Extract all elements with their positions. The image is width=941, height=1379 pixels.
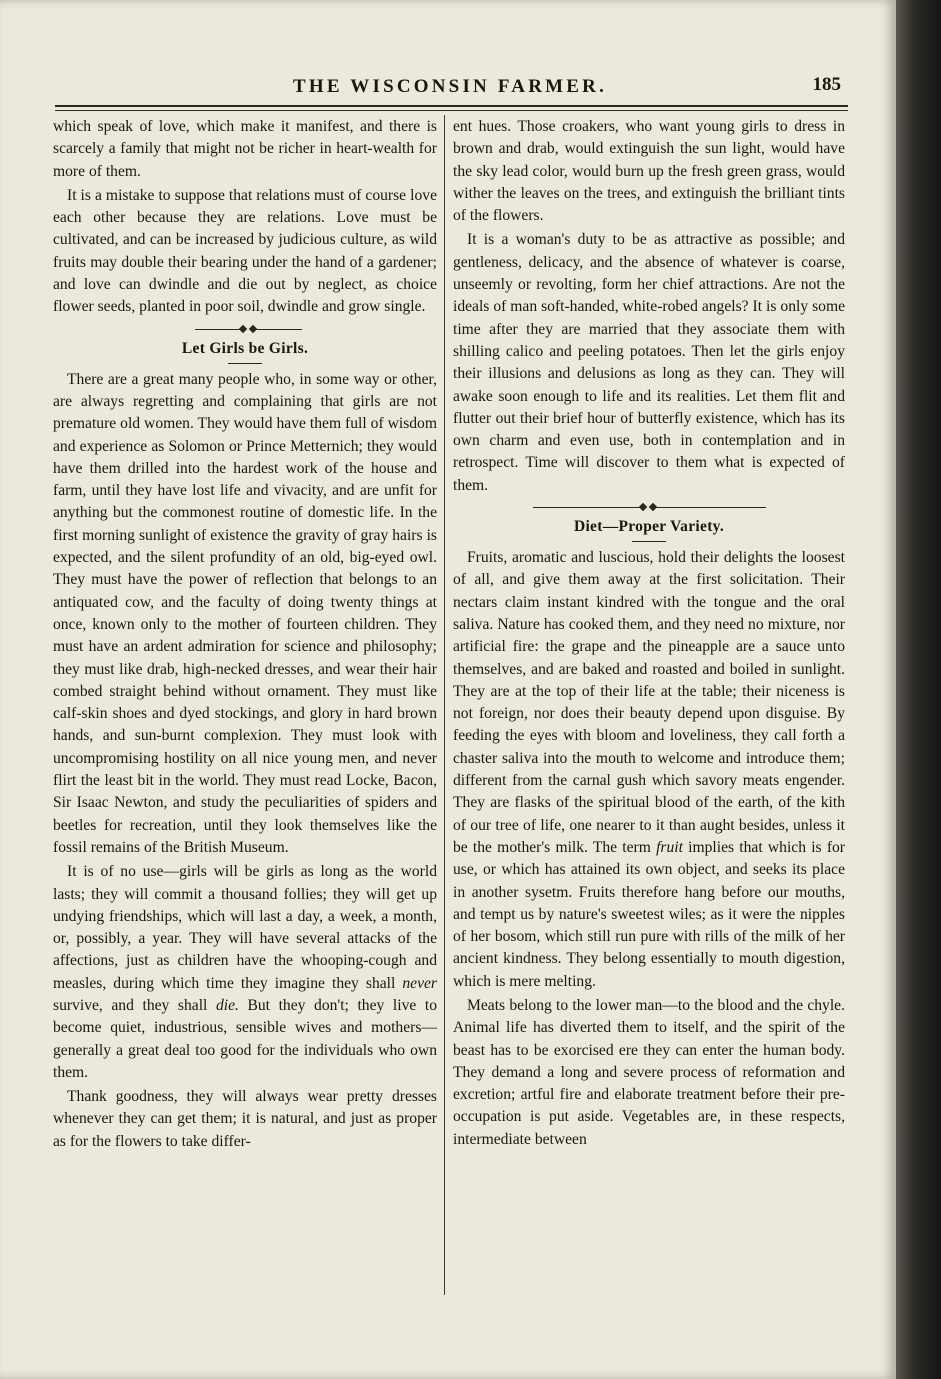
paragraph: There are a great many people who, in some way or other, are always regretting and complaining that girls are not premature old women. They would have them full of wisdom and experience as Solomon or Prince Metternich; they would have them drilled into the hardest work of the house and farm, until they have lost life and vivacity, and are unfit for anything but the commonest routine of domestic life. In the first morning sunlight of existence the gravity of gray hairs is expected, and the silent profundity of an old, big-eyed owl. They must have the power of reflection that belongs to an antiquated cow, and the faculty of doing twenty things at once, known only to the mother of fourteen children. They must have an ardent admiration for science and philosophy; they must like drab, high-necked dresses, and wear their hair combed straight behind without ornament. They must like calf-skin shoes and dyed stockings, and glory in hard brown hands, and sun-burnt complexion. They must look with uncompromising hostility on all nice young men, and never flirt the least bit in the world. They must read Locke, Bacon, Sir Isaac Newton, and study the peculiarities of spiders and beetles for recreation, until they look themselves like the fossil remains of the British Museum. [53,370,437,856]
title-rule [453,539,845,547]
paragraph: Meats belong to the lower man—to the blood and the chyle. Animal life has diverted them to itself, and the spirit of the beast has to be exorcised ere they can enter the human body. They demand a long and severe process of reformation and excretion; artful fire and elaborate treatment before their pre-occupation is put aside. Vegetables are, in these respects, intermediate between [453,996,845,1148]
paragraph: Thank goodness, they will always wear pretty dresses whenever they can get them; it is natural, and just as proper as for the flowers to take differ- [53,1088,437,1150]
paragraph: ent hues. Those croakers, who want young girls to dress in brown and drab, would extinguish the sun light, would have the sky lead color, would burn up the fresh green grass, would wither the leaves on the trees, and extinguish the brilliant tints of the flowers. [453,118,845,225]
section-title: Diet—Proper Variety. [573,518,725,536]
page-number: 185 [812,74,841,95]
section-separator [53,321,437,337]
page-header [55,74,845,104]
header-rule-thin [55,110,848,111]
paragraph: It is a mistake to suppose that relations must of course love each other because they are relations. Love must be cultivated, and can be increased by judicious culture, as wild fruits may double their bearing under the hand of a gardener; and love can dwindle and die out by neglect, as choice flower seeds, planted in poor soil, dwindle and grow single. [53,186,437,316]
paragraph: It is a woman's duty to be as attractive as possible; and gentleness, delicacy, and the absence of whatever is coarse, unseemly or revolting, form her chief attractions. Are not the ideals of man soft-handed, white-robed angels? It is only some time after they are married that they associate them with shilling calico and peeling potatoes. Then let the girls enjoy their illusions and delusions as long as they can. They will awake soon enough to life and its realities. Let them flit and flutter out their brief hour of butterfly existence, which has its own charm and even use, both in contemplation and in retrospect. Time will discover to them what is expected of them. [453,231,845,494]
book-edge [896,0,941,1379]
left-column [53,116,437,1155]
section-title: Let Girls be Girls. [181,339,309,357]
paragraph: It is of no use—girls will be girls as long as the world lasts; they will commit a thousand follies; they will get up undying friendships, which will last a day, a week, a month, or, possibly, a year. They will have several attacks of the affections, just as children have the whooping-cough and measles, during which time they imagine they shall never survive, and they shall die. But they don't; they live to become quiet, industrious, sensible wives and mothers—generally a great deal too good for the individuals who own them. [53,863,437,1081]
paragraph: Fruits, aromatic and luscious, hold their delights the loosest of all, and give them away at the first solicitation. Their nectars claim instant kindred with the tongue and the oral saliva. Nature has cooked them, and they need no mixture, nor artificial fire: the grape and the pineapple are a sauce unto themselves, and are baked and roasted and boiled in sunlight. They are at the top of their life at the table; their niceness is not foreign, nor does their beauty depend upon disguise. By feeding the eyes with bloom and loveliness, they call forth a chaster saliva into the mouth to welcome and introduce them; different from the carnal gush which savory meats engender. They are flasks of the spiritual blood of the earth, of the kith of our tree of life, one nearer to it than aught besides, unless it be the mother's milk. The term fruit implies that which is for use, or which has attained its own object, and seeks its place in another sysetm. Fruits therefore hang before our mouths, and tempt us by nature's sweetest wiles; as it were the nipples of her bosom, which still run pure with rills of the milk of her ancient kindness. They belong essentially to mouth digestion, which is mere melting. [453,549,845,990]
running-title: THE WISCONSIN FARMER. [292,76,608,97]
right-column [453,116,845,1153]
section-separator [453,499,845,515]
paragraph: which speak of love, which make it manifest, and there is scarcely a family that might not be richer in heart-wealth for more of them. [53,118,437,180]
column-divider [444,115,445,1295]
italic-word: never [402,974,437,992]
italic-word: die. [215,996,239,1014]
italic-word: fruit [656,838,683,856]
header-rule-thick [55,105,848,107]
title-rule [53,361,437,369]
